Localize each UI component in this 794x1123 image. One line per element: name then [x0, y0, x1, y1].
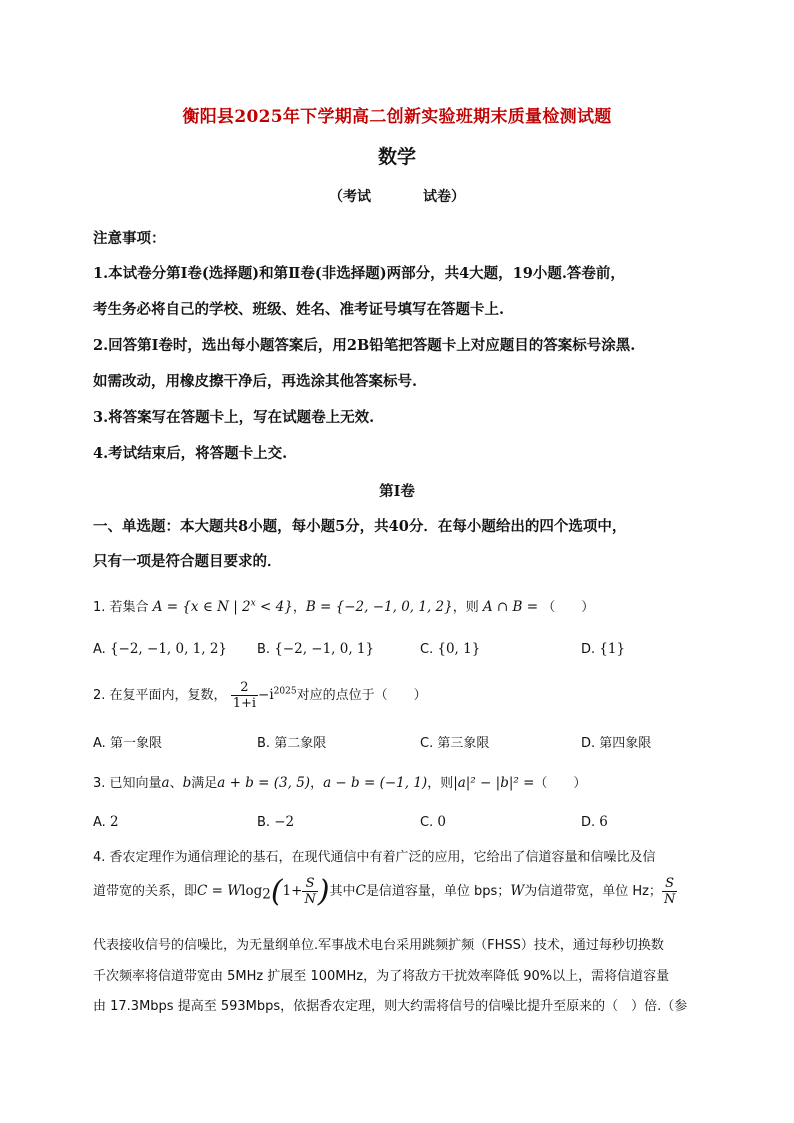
q3-option-d[interactable]: D. 6	[581, 814, 608, 830]
q1-paren: （ ）	[542, 600, 595, 615]
volume-heading: 第Ⅰ卷	[379, 483, 415, 500]
q3-paren: （ ）	[534, 776, 587, 791]
exam-subtitle-right: 试卷）	[423, 189, 465, 205]
question-1	[93, 596, 594, 615]
q3-vector-a: a	[161, 775, 170, 791]
q3-cond-1: a + b = (3, 5)	[217, 775, 311, 791]
q3-vector-b: b	[182, 775, 192, 791]
section-line: 只有一项是符合题目要求的．	[93, 553, 282, 570]
notice-line: 3.将答案写在答题卡上，写在试题卷上无效.	[93, 409, 375, 426]
exam-subtitle	[0, 186, 794, 206]
exam-subtitle-left: （考试	[329, 189, 371, 205]
q3-prefix: 3. 已知向量	[93, 776, 162, 791]
q3-comma: ，	[310, 776, 324, 791]
q1-tail: ，则	[452, 600, 479, 615]
q2-minus-i: $-i^{2025}$	[258, 686, 297, 703]
q4-formula-line: 道带宽的关系，即C = Wlog$_2$(1+ $\frac{S}{N}$ )其中C是信道容量，单位 bps；W为信道带宽，单位 Hz； $\frac{S}{N}$	[93, 874, 676, 909]
notice-line: 如需改动，用橡皮擦干净后，再选涂其他答案标号.	[93, 373, 418, 390]
q3-cond-label: 满足	[191, 776, 218, 791]
exam-title: 衡阳县2025年下学期高二创新实验班期末质量检测试题	[182, 107, 612, 127]
q1-option-b[interactable]: B. {−2, −1, 0, 1}	[257, 641, 375, 657]
q4-line: 由 17.3Mbps 提高至 593Mbps，依据香农定理，则大约需将信号的信噪比提升至原来的（ ）倍.（参	[93, 999, 688, 1014]
q1-set-b: B = {−2, −1, 0, 1, 2}	[305, 599, 453, 615]
q3-then: ，则	[427, 776, 454, 791]
q1-expr: A ∩ B =	[482, 599, 539, 615]
q1-set-a: A = {x ∈ N | $2^x < 4$}	[152, 598, 293, 615]
notice-line: 1.本试卷分第Ⅰ卷(选择题)和第Ⅱ卷(非选择题)两部分，共4大题，19小题.答卷前，	[93, 265, 625, 282]
q4-line: 代表接收信号的信噪比，为无量纲单位.军事战术电台采用跳频扩频（FHSS）技术，通过每秒切换数	[93, 938, 664, 953]
q1-option-a[interactable]: A. {−2, −1, 0, 1, 2}	[93, 641, 228, 657]
q3-option-b[interactable]: B. −2	[257, 814, 295, 830]
notice-line: 4.考试结束后，将答题卡上交.	[93, 445, 288, 462]
q2-tail: 对应的点位于（ ）	[296, 688, 427, 703]
q4-snr-fraction: $\frac{S}{N}$	[663, 876, 676, 907]
q3-cond-2: a − b = (−1, 1)	[323, 775, 428, 791]
q1-option-d[interactable]: D. {1}	[581, 641, 626, 657]
q3-option-a[interactable]: A. 2	[93, 814, 119, 830]
q4-formula: C = Wlog$_2$(1+ $\frac{S}{N}$ )	[197, 874, 330, 909]
q1-option-c[interactable]: C. {0, 1}	[420, 641, 481, 657]
question-3	[93, 772, 586, 791]
section-line: 一、单选题：本大题共8小题，每小题5分，共40分．在每小题给出的四个选项中，	[93, 518, 627, 535]
q2-option-c[interactable]: C. 第三象限	[420, 736, 490, 751]
q2-option-a[interactable]: A. 第一象限	[93, 736, 162, 751]
q2-prefix: 2. 在复平面内，复数，	[93, 688, 227, 703]
q3-option-c[interactable]: C. 0	[420, 814, 446, 830]
q3-sep: 、	[169, 776, 183, 791]
q2-fraction: $\frac{2}{1+i}$	[232, 680, 257, 711]
q2-option-b[interactable]: B. 第二象限	[257, 736, 327, 751]
subject-title: 数学	[377, 146, 416, 168]
q4-line: 千次频率将信道带宽由 5MHz 扩展至 100MHz，为了将敌方干扰效率降低 90%以上，需将信道容量	[93, 969, 670, 984]
notice-line: 2.回答第Ⅰ卷时，选出每小题答案后，用2B铅笔把答题卡上对应题目的答案标号涂黑.	[93, 337, 636, 354]
question-2	[93, 680, 427, 711]
notice-line: 考生务必将自己的学校、班级、姓名、准考证号填写在答题卡上.	[93, 301, 505, 318]
q3-expr: |a|² − |b|² =	[453, 775, 535, 791]
q1-sep: ，	[292, 600, 306, 615]
notice-heading: 注意事项：	[93, 230, 166, 247]
q4-line: 4. 香农定理作为通信理论的基石，在现代通信中有着广泛的应用，它给出了信道容量和信噪比及信	[93, 850, 656, 865]
q1-prefix: 1. 若集合	[93, 600, 149, 615]
q2-option-d[interactable]: D. 第四象限	[581, 736, 652, 751]
